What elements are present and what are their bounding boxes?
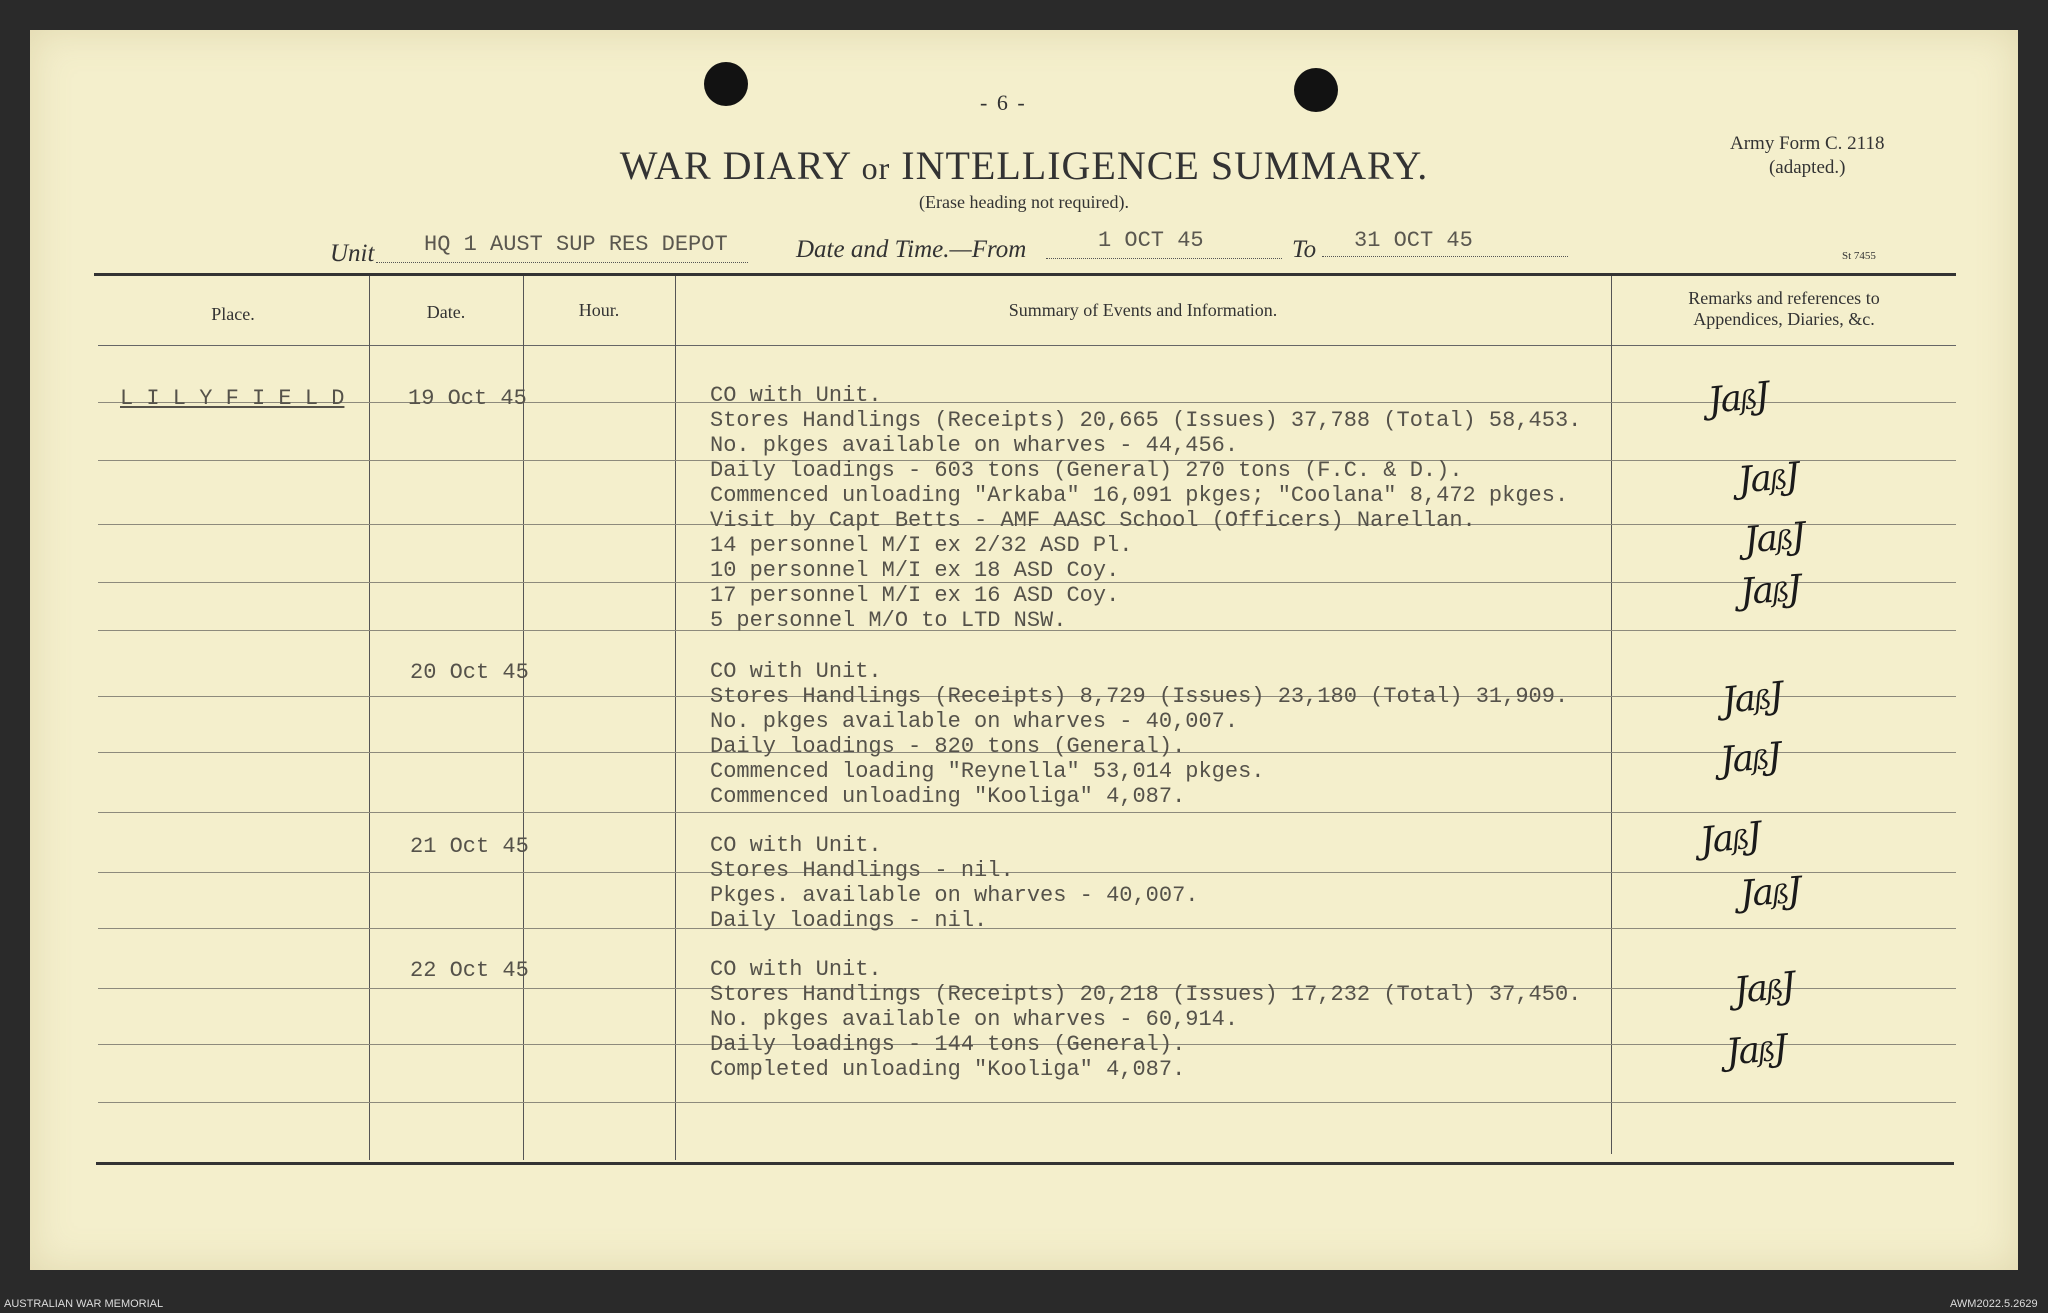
- ruled-line: [98, 1102, 1956, 1103]
- entry-date: 20 Oct 45: [410, 660, 529, 685]
- summary-line: Daily loadings - 820 tons (General).: [710, 734, 1186, 759]
- punch-hole-right: [1294, 68, 1338, 112]
- entry-summary: [710, 659, 1568, 809]
- summary-line: Completed unloading "Kooliga" 4,087.: [710, 1057, 1186, 1082]
- unit-label: Unit: [330, 240, 375, 267]
- summary-line: Daily loadings - 144 tons (General).: [710, 1032, 1186, 1057]
- place-value: L I L Y F I E L D: [120, 386, 345, 411]
- entry-date: 21 Oct 45: [410, 834, 529, 859]
- summary-line: Commenced unloading "Arkaba" 16,091 pkges; "Coolana" 8,472 pkges.: [710, 483, 1569, 508]
- col-divider-place: [369, 276, 370, 1160]
- summary-line: 17 personnel M/I ex 16 ASD Coy.: [710, 583, 1120, 608]
- summary-line: CO with Unit.: [710, 957, 882, 982]
- page-number: - 6 -: [980, 90, 1027, 115]
- col-header-date: Date.: [426, 302, 466, 322]
- summary-line: CO with Unit.: [710, 659, 882, 684]
- col-header-remarks-line2: Appendices, Diaries, &c.: [1693, 309, 1875, 329]
- summary-line: Commenced unloading "Kooliga" 4,087.: [710, 784, 1186, 809]
- unit-value: HQ 1 AUST SUP RES DEPOT: [424, 232, 728, 257]
- date-time-label: Date and Time.—From: [796, 236, 1027, 263]
- from-dotted-line: [1046, 258, 1282, 259]
- entry-summary: [710, 383, 1581, 633]
- handwritten-initials: JaßJ: [1724, 1027, 1788, 1074]
- ruled-line: [98, 812, 1956, 813]
- handwritten-initials: JaßJ: [1736, 455, 1800, 502]
- entry-date: 22 Oct 45: [410, 958, 529, 983]
- to-dotted-line: [1322, 256, 1568, 257]
- summary-line: CO with Unit.: [710, 383, 882, 408]
- entry-summary: [710, 833, 1198, 933]
- summary-line: Stores Handlings - nil.: [710, 858, 1014, 883]
- army-form-line1: Army Form C. 2118: [1730, 133, 1885, 154]
- col-header-hour: Hour.: [578, 300, 620, 320]
- handwritten-initials: JaßJ: [1738, 567, 1802, 614]
- unit-dotted-line: [376, 262, 748, 263]
- page-subtitle: (Erase heading not required).: [919, 192, 1129, 212]
- handwritten-initials: JaßJ: [1742, 515, 1806, 562]
- handwritten-initials: JaßJ: [1738, 869, 1802, 916]
- summary-line: 10 personnel M/I ex 18 ASD Coy.: [710, 558, 1120, 583]
- summary-line: No. pkges available on wharves - 40,007.: [710, 709, 1239, 734]
- summary-line: 5 personnel M/O to LTD NSW.: [710, 608, 1067, 633]
- title-part-or: or: [861, 150, 891, 186]
- summary-line: Stores Handlings (Receipts) 20,665 (Issues) 37,788 (Total) 58,453.: [710, 408, 1582, 433]
- summary-line: 14 personnel M/I ex 2/32 ASD Pl.: [710, 533, 1133, 558]
- summary-line: Commenced loading "Reynella" 53,014 pkges.: [710, 759, 1265, 784]
- handwritten-initials: JaßJ: [1718, 735, 1782, 782]
- entry-summary: [710, 957, 1581, 1082]
- col-divider-summary: [1611, 276, 1612, 1154]
- col-header-remarks: [1612, 288, 1956, 330]
- title-part-intelligence: INTELLIGENCE SUMMARY.: [901, 143, 1429, 188]
- handwritten-initials: JaßJ: [1720, 674, 1784, 723]
- summary-line: Stores Handlings (Receipts) 20,218 (Issues) 17,232 (Total) 37,450.: [710, 982, 1582, 1007]
- summary-line: Daily loadings - nil.: [710, 908, 988, 933]
- footer-credit: AUSTRALIAN WAR MEMORIAL: [4, 1298, 164, 1310]
- summary-line: No. pkges available on wharves - 44,456.: [710, 433, 1239, 458]
- footer-accession: AWM2022.5.2629: [1950, 1298, 2038, 1310]
- title-part-war-diary: WAR DIARY: [619, 143, 851, 188]
- header-bottom-rule: [98, 345, 1956, 346]
- diary-page: [30, 30, 2018, 1270]
- table-top-rule: [94, 273, 1956, 276]
- col-header-place: Place.: [211, 304, 255, 324]
- date-from-value: 1 OCT 45: [1098, 228, 1204, 253]
- col-header-summary: Summary of Events and Information.: [1008, 300, 1278, 320]
- handwritten-initials: JaßJ: [1698, 814, 1762, 863]
- summary-line: Stores Handlings (Receipts) 8,729 (Issues) 23,180 (Total) 31,909.: [710, 684, 1569, 709]
- army-form-line2: (adapted.): [1768, 157, 1846, 178]
- stock-number: St 7455: [1842, 250, 1876, 262]
- summary-line: No. pkges available on wharves - 60,914.: [710, 1007, 1239, 1032]
- col-divider-hour: [675, 276, 676, 1160]
- summary-line: CO with Unit.: [710, 833, 882, 858]
- summary-line: Pkges. available on wharves - 40,007.: [710, 883, 1199, 908]
- handwritten-initials: JaßJ: [1706, 374, 1770, 423]
- table-bottom-rule: [96, 1162, 1954, 1165]
- punch-hole-left: [704, 62, 748, 106]
- summary-line: Visit by Capt Betts - AMF AASC School (Officers) Narellan.: [710, 508, 1476, 533]
- col-header-remarks-line1: Remarks and references to: [1688, 288, 1880, 308]
- summary-line: Daily loadings - 603 tons (General) 270 tons (F.C. & D.).: [710, 458, 1463, 483]
- date-to-value: 31 OCT 45: [1354, 228, 1473, 253]
- army-form-ref: [1730, 132, 1884, 180]
- handwritten-initials: JaßJ: [1732, 964, 1796, 1013]
- date-to-label: To: [1292, 236, 1317, 263]
- entry-date: 19 Oct 45: [408, 386, 527, 411]
